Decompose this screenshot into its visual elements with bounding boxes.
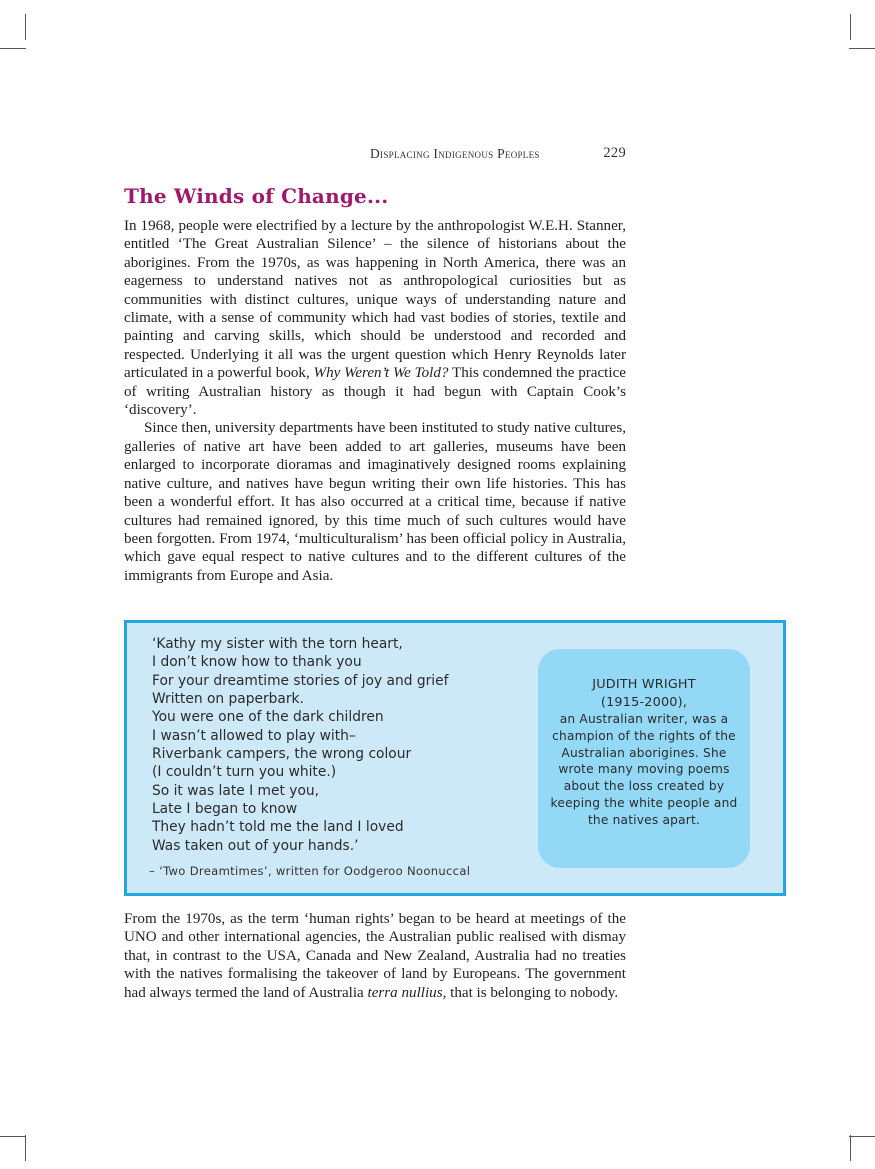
crop-mark <box>25 14 26 40</box>
poem-line: For your dreamtime stories of joy and grief <box>152 672 449 689</box>
crop-mark <box>0 48 26 49</box>
crop-mark <box>849 1136 875 1137</box>
paragraph: From the 1970s, as the term ‘human rights’ began to be heard at meetings of the UNO and other international agencies, the Australian public realised with dismay that, in contrast to the USA, Canada and New Zealand, Australia had no treaties with the natives formalising the takeover of land by Europeans. The government had always termed the land of Australia terra nullius, that is belonging to nobody. <box>124 911 626 1001</box>
body-text-section-2 <box>124 910 626 1002</box>
page-number: 229 <box>603 145 626 161</box>
poem-line: You were one of the dark children <box>152 709 384 726</box>
author-name: JUDITH WRIGHT <box>592 677 696 692</box>
crop-mark <box>849 48 875 49</box>
crop-mark <box>850 1135 851 1161</box>
poem-box <box>124 620 786 896</box>
running-head-title: Displacing Indigenous Peoples <box>370 146 540 161</box>
crop-mark <box>850 14 851 40</box>
paragraph: In 1968, people were electrified by a lecture by the anthropologist W.E.H. Stanner, entitled ‘The Great Australian Silence’ – the silence of historians about the aborigines. From the 1970s, as was happening in North America, there was an eagerness to understand natives not as anthropological curiosities but as communities with distinct cultures, unique ways of understanding nature and climate, with a sense of community which had vast bodies of stories, textile and painting and carving skills, which should be understood and recorded and respected. Underlying it all was the urgent question which Henry Reynolds later articulated in a powerful book, Why Weren’t We Told? This condemned the practice of writing Australian history as though it had begun with Captain Cook’s ‘discovery’. <box>124 218 626 419</box>
poem-attribution: – ‘Two Dreamtimes’, written for Oodgeroo Noonuccal <box>149 864 471 878</box>
crop-mark <box>0 1136 26 1137</box>
poem-line: I wasn’t allowed to play with– <box>152 727 356 744</box>
poem-line: So it was late I met you, <box>152 782 320 799</box>
poem-line: Late I began to know <box>152 801 298 818</box>
section-heading: The Winds of Change... <box>124 184 389 208</box>
author-years: (1915-2000), <box>600 694 688 710</box>
poem-line: Written on paperbark. <box>152 691 304 708</box>
poem-line: Was taken out of your hands.’ <box>152 837 359 854</box>
poem-line: Riverbank campers, the wrong colour <box>152 746 412 763</box>
author-description: an Australian writer, was a champion of the rights of the Australian aborigines. She wrote many moving poems about the loss created by keeping the white people and the natives apart. <box>550 712 738 827</box>
poem-line: I don’t know how to thank you <box>152 654 362 671</box>
body-text-section-1 <box>124 217 626 585</box>
poem-line: (I couldn’t turn you white.) <box>152 764 337 781</box>
poem <box>152 635 449 855</box>
crop-mark <box>25 1135 26 1161</box>
paragraph: Since then, university departments have been instituted to study native cultures, galleries of native art have been added to art galleries, museums have been enlarged to incorporate dioramas and imaginatively designed rooms explaining native culture, and natives have begun writing their own life histories. This has been a wonderful effort. It has also occurred at a critical time, because if native cultures had remained ignored, by this time much of such cultures would have been forgotten. From 1974, ‘multiculturalism’ has been official policy in Australia, which gave equal respect to native cultures and to the different cultures of the immigrants from Europe and Asia. <box>124 420 626 584</box>
running-head <box>370 146 626 162</box>
poem-line: They hadn’t told me the land I loved <box>152 819 404 836</box>
author-bio-box <box>538 649 750 868</box>
poem-line: ‘Kathy my sister with the torn heart, <box>152 636 403 652</box>
